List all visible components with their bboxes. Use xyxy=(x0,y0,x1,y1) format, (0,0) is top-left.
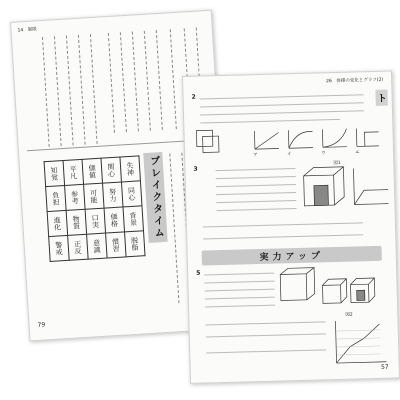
word-cell: 脱脂 xyxy=(125,231,145,257)
text-column xyxy=(66,36,74,146)
text-line xyxy=(216,184,296,187)
page-number: 79 xyxy=(37,321,46,329)
option-label: ウ xyxy=(321,151,326,157)
figure-3 xyxy=(297,160,390,218)
text-column xyxy=(132,32,139,132)
figure-label: 図2 xyxy=(345,312,353,318)
word-cell: 知覚 xyxy=(44,161,64,187)
sidebar-tab: ト xyxy=(375,90,387,106)
text-line xyxy=(206,321,326,325)
text-line xyxy=(216,176,296,179)
word-cell: 価値 xyxy=(82,158,102,184)
word-cell: 背景 xyxy=(123,206,143,232)
word-cell: 正反 xyxy=(68,234,88,260)
text-line xyxy=(204,273,274,276)
text-line xyxy=(205,305,275,308)
text-line xyxy=(215,168,295,171)
text-line xyxy=(200,94,364,99)
word-cell: 価格 xyxy=(104,207,124,233)
text-line xyxy=(200,110,364,115)
text-line xyxy=(206,333,326,337)
word-cell: 関心 xyxy=(101,157,121,183)
word-cell: 警戒 xyxy=(49,235,69,261)
word-cell: 口実 xyxy=(85,208,105,234)
text-line xyxy=(206,349,326,353)
word-cell: 意識 xyxy=(87,233,107,259)
text-line xyxy=(204,281,274,284)
word-cell: 失神 xyxy=(120,156,140,182)
text-line xyxy=(200,102,364,107)
figure-5 xyxy=(276,262,387,319)
word-cell: 負担 xyxy=(46,185,66,211)
word-cell: 努力 xyxy=(103,182,123,208)
text-column xyxy=(144,31,151,131)
text-column xyxy=(156,30,163,130)
word-cell: 慣習 xyxy=(106,232,126,258)
text-line xyxy=(203,222,363,227)
text-line xyxy=(216,192,296,195)
section-banner: 実力アップ xyxy=(202,246,382,266)
text-line xyxy=(217,208,297,211)
word-cell: 物質 xyxy=(66,209,86,235)
text-column xyxy=(120,32,127,132)
word-grid xyxy=(44,155,146,262)
option-label: ア xyxy=(253,153,258,159)
text-column xyxy=(54,36,62,146)
right-page xyxy=(182,71,400,384)
question-number: 2 xyxy=(191,93,196,101)
text-column xyxy=(42,37,50,147)
text-column xyxy=(108,33,115,133)
question-number: 3 xyxy=(193,165,198,173)
text-column xyxy=(78,35,86,145)
page-number: 57 xyxy=(380,363,389,371)
word-cell: 可能 xyxy=(84,183,104,209)
option-label: イ xyxy=(287,152,292,158)
text-line xyxy=(216,200,296,203)
word-cell: 進化 xyxy=(47,210,67,236)
text-line xyxy=(205,289,275,292)
text-line xyxy=(200,119,340,124)
text-line xyxy=(205,297,275,300)
text-line xyxy=(203,234,363,239)
text-column xyxy=(90,34,98,144)
figure-label: 図1 xyxy=(333,160,341,167)
word-cell: 同心 xyxy=(121,181,141,207)
page-header-label: 26 体積の変化とグラフ(2) xyxy=(326,77,384,85)
question-number: 5 xyxy=(196,269,201,277)
word-cell: 平凡 xyxy=(63,159,83,185)
page-header-label: 14 制限 xyxy=(17,27,37,34)
text-column xyxy=(170,29,177,129)
option-label: エ xyxy=(355,150,360,156)
figure-graph xyxy=(329,316,390,370)
word-cell: 参考 xyxy=(65,184,85,210)
text-column xyxy=(169,153,179,303)
break-time-banner: ブレイクタイム xyxy=(143,152,167,243)
